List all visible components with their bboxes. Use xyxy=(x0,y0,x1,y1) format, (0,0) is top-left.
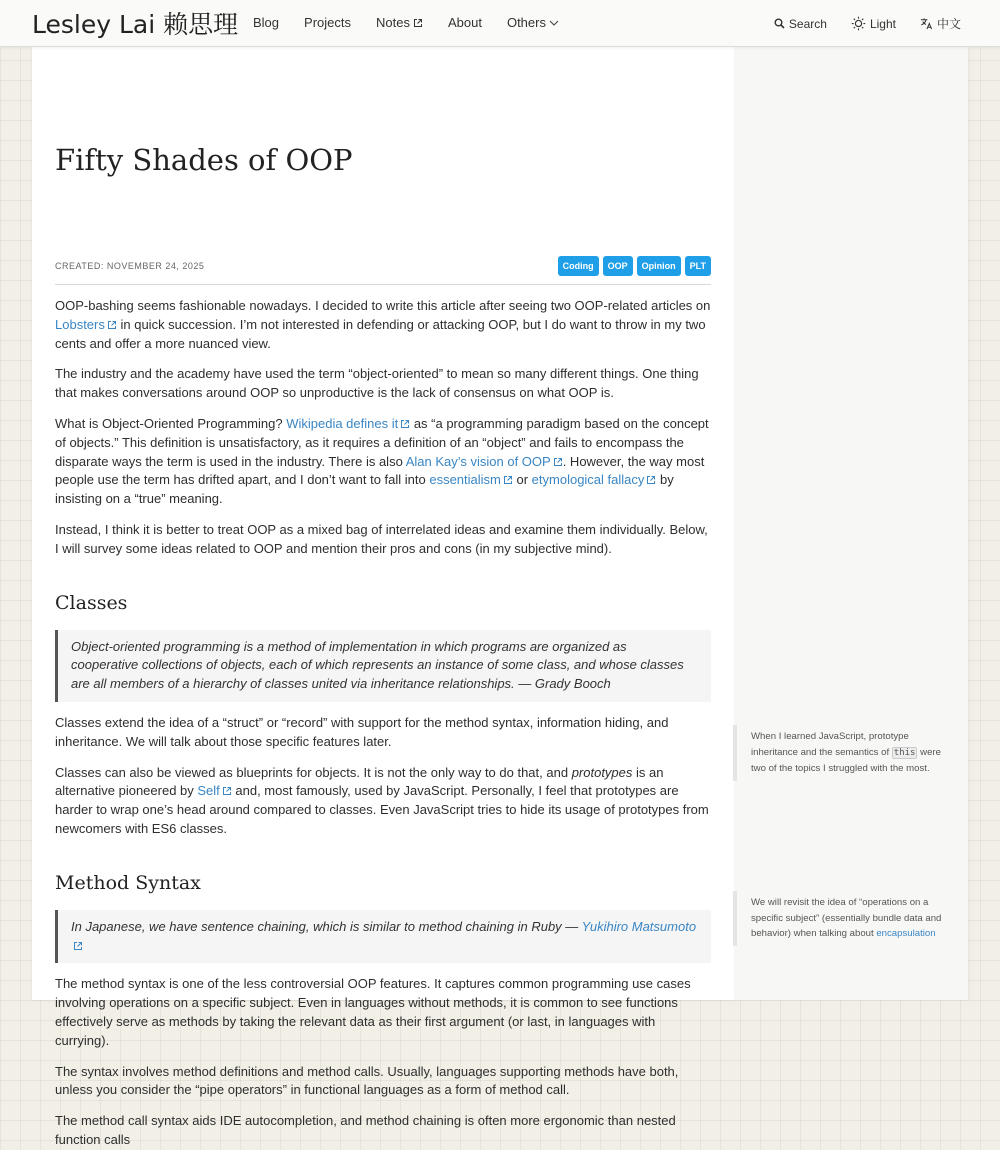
nav-about[interactable]: About xyxy=(447,15,482,30)
text: We will revisit the idea of “operations on a specific subject” (essentially bundle data and behavior) when talking about xyxy=(751,897,942,939)
tag-opinion[interactable]: Opinion xyxy=(637,256,681,276)
classes-paragraph-2 xyxy=(55,764,711,839)
theme-toggle[interactable] xyxy=(851,16,896,31)
nav-notes[interactable] xyxy=(376,15,423,30)
text: OOP-bashing seems fashionable nowadays. I decided to write this article after seeing two OOP-related articles on xyxy=(55,298,711,313)
external-link-icon xyxy=(503,475,513,485)
text: and, most famously, used by JavaScript. Personally, I feel that prototypes are harder to wrap one’s head around compared to classes. Even JavaScript tries to hide its usage of prototypes from newcomers with ES6 classes. xyxy=(55,783,709,836)
main-nav xyxy=(253,15,584,30)
translate-icon xyxy=(920,17,933,30)
text: Classes can also be viewed as blueprints for objects. It is not the only way to do that, and xyxy=(55,764,572,780)
search-label: Search xyxy=(788,16,827,31)
text: or xyxy=(512,472,532,488)
quote-matsumoto xyxy=(55,910,711,964)
text: When I learned JavaScript, prototype inheritance and the semantics of xyxy=(751,731,909,758)
text: . However, the way most people use the term has drifted apart, and I don’t want to fall into xyxy=(55,453,705,488)
text: in quick succession. I’m not interested in defending or attacking OOP, but I do want to throw in my two cents and offer a more nuanced view. xyxy=(55,316,706,351)
external-link-icon xyxy=(73,941,83,951)
article-meta xyxy=(55,256,711,285)
tag-list xyxy=(558,256,711,276)
sun-icon xyxy=(851,16,866,31)
quote-grady-booch: Object-oriented programming is a method of implementation in which programs are organized as cooperative collections of objects, each of which represents an instance of some class, and whose classes are all members of a hierarchy of classes united via inheritance relationships. — Grady Booch xyxy=(55,630,711,702)
self-link[interactable]: Self xyxy=(197,783,220,799)
text: by insisting on a “true” meaning. xyxy=(55,472,674,507)
emphasis: prototypes xyxy=(571,764,633,780)
external-link-icon xyxy=(107,320,117,330)
language-label: 中文 xyxy=(936,17,961,31)
intro-paragraph-4: Instead, I think it is better to treat OOP as a mixed bag of interrelated ideas and examine them individually. Below, I will survey some ideas related to OOP and mention their pros and cons (in my subjective mind). xyxy=(55,521,708,556)
classes-paragraph-1: Classes extend the idea of a “struct” or “record” with support for the method syntax, information hiding, and inheritance. We will talk about those specific features later. xyxy=(55,714,669,749)
sidenote-column xyxy=(734,46,968,1000)
text: were two of the topics I struggled with the most. xyxy=(751,746,941,774)
article xyxy=(55,46,711,1150)
external-link-icon xyxy=(553,457,563,467)
text: as “a programming paradigm based on the concept of objects.” This definition is unsatisfactory, as it requires a definition of an “object” and fails to encompass the disparate ways the term is used in the industry. There is also xyxy=(55,415,709,469)
intro-paragraph-3 xyxy=(55,415,711,509)
chevron-down-icon xyxy=(549,19,559,27)
created-date: CREATED: NOVEMBER 24, 2025 xyxy=(55,260,205,271)
top-navbar xyxy=(0,0,1000,47)
tag-oop[interactable]: OOP xyxy=(603,256,633,276)
tag-coding[interactable]: Coding xyxy=(558,256,599,276)
search-button[interactable] xyxy=(774,17,827,31)
sidenote-prototypes xyxy=(733,725,954,781)
nav-blog[interactable]: Blog xyxy=(253,15,280,30)
nav-right-group xyxy=(750,15,961,32)
matsumoto-link[interactable]: Yukihiro Matsumoto xyxy=(581,918,697,934)
text: What is Object-Oriented Programming? xyxy=(55,415,287,431)
nav-notes-label: Notes xyxy=(376,15,410,30)
text: is an alternative pioneered by xyxy=(55,764,664,799)
language-switch[interactable] xyxy=(920,15,961,32)
external-link-icon xyxy=(222,786,232,796)
external-link-icon xyxy=(400,419,410,429)
inline-code: this xyxy=(893,747,916,758)
method-paragraph-3: The method call syntax aids IDE autocompletion, and method chaining is often more ergonomic than nested function calls xyxy=(55,1113,676,1147)
encapsulation-link[interactable]: encapsulation xyxy=(876,928,936,939)
tag-plt[interactable]: PLT xyxy=(685,256,711,276)
method-paragraph-1: The method syntax is one of the less controversial OOP features. It captures common programming use cases involving operations on a specific subject. Even in languages without methods, it is common to see functions effectively serve as methods by taking the relevant data as their first argument (or last, in languages with currying). xyxy=(55,976,691,1048)
intro-paragraph-2: The industry and the academy have used the term “object-oriented” to mean so many different things. One thing that makes conversations around OOP so unproductive is the lack of consensus on what OOP is. xyxy=(55,366,699,401)
article-title: Fifty Shades of OOP xyxy=(55,143,353,177)
section-heading-method-syntax: Method Syntax xyxy=(55,871,201,894)
search-icon xyxy=(774,18,785,29)
lobsters-link[interactable]: Lobsters xyxy=(55,316,105,332)
external-link-icon xyxy=(413,18,423,28)
alan-kay-link[interactable]: Alan Kay’s vision of OOP xyxy=(405,453,551,469)
nav-projects[interactable]: Projects xyxy=(304,15,351,30)
essentialism-link[interactable]: essentialism xyxy=(429,472,501,488)
theme-label: Light xyxy=(869,16,896,31)
wikipedia-link[interactable]: Wikipedia defines it xyxy=(286,415,399,431)
method-paragraph-2: The syntax involves method definitions and method calls. Usually, languages supporting methods have both, unless you consider the “pipe operators” in functional languages as a form of method call. xyxy=(55,1063,679,1098)
intro-paragraph-1 xyxy=(55,297,711,353)
site-title[interactable]: Lesley Lai 赖思理 xyxy=(32,10,239,39)
external-link-icon xyxy=(646,475,656,485)
nav-others[interactable] xyxy=(507,15,559,30)
section-heading-classes: Classes xyxy=(55,591,128,614)
etymological-fallacy-link[interactable]: etymological fallacy xyxy=(531,472,645,488)
sidenote-encapsulation xyxy=(733,891,954,946)
nav-others-label: Others xyxy=(506,15,546,30)
text: In Japanese, we have sentence chaining, which is similar to method chaining in Ruby — xyxy=(71,918,582,934)
